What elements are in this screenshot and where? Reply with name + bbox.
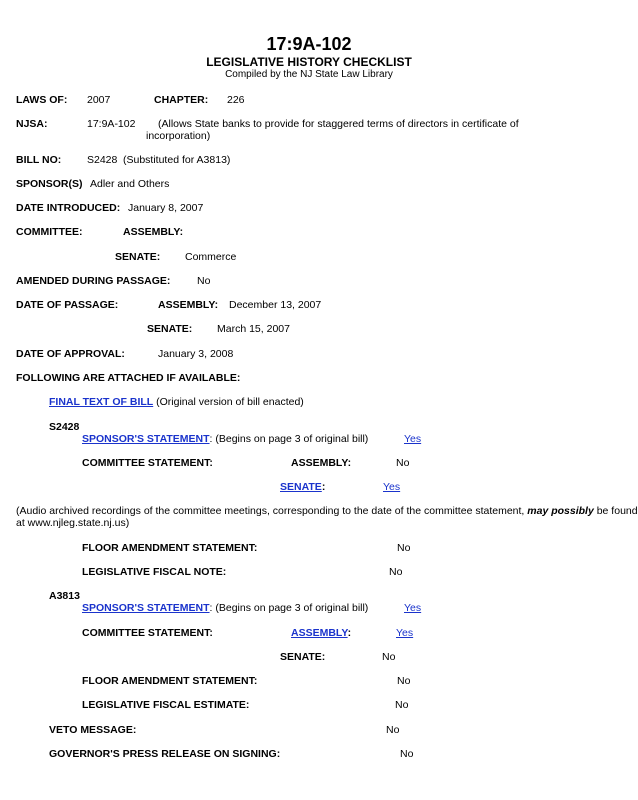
s2428-senate-link[interactable]: SENATE bbox=[280, 481, 322, 493]
a3813-sponsor-statement-row bbox=[82, 602, 368, 614]
governor-value: No bbox=[400, 748, 414, 760]
s2428-sponsor-statement-yes-link[interactable]: Yes bbox=[404, 433, 422, 445]
page-title: 17:9A-102 bbox=[266, 34, 352, 54]
chapter-label: CHAPTER: bbox=[154, 94, 209, 106]
a3813-assembly-colon: : bbox=[347, 627, 352, 639]
attached-label: FOLLOWING ARE ATTACHED IF AVAILABLE: bbox=[16, 372, 241, 384]
audio-note-emphasis: may possibly bbox=[527, 505, 594, 517]
njsa-description-line1: (Allows State banks to provide for staggered terms of directors in certificate of bbox=[158, 118, 519, 130]
a3813-sponsor-statement-yes-link[interactable]: Yes bbox=[404, 602, 422, 614]
passage-senate-label: SENATE: bbox=[147, 323, 193, 335]
audio-note-line1 bbox=[16, 505, 638, 517]
laws-of-label: LAWS OF: bbox=[16, 94, 68, 106]
a3813-label: A3813 bbox=[49, 590, 80, 602]
amended-label: AMENDED DURING PASSAGE: bbox=[16, 275, 171, 287]
a3813-committee-label: COMMITTEE STATEMENT: bbox=[82, 627, 213, 639]
final-text-note: (Original version of bill enacted) bbox=[156, 396, 304, 408]
a3813-fiscal-value: No bbox=[395, 699, 409, 711]
a3813-fiscal-label: LEGISLATIVE FISCAL ESTIMATE: bbox=[82, 699, 250, 711]
passage-senate-value: March 15, 2007 bbox=[217, 323, 290, 335]
passage-assembly-label: ASSEMBLY: bbox=[158, 299, 219, 311]
a3813-sponsor-statement-link[interactable]: SPONSOR'S STATEMENT bbox=[82, 602, 210, 614]
s2428-assembly-label: ASSEMBLY: bbox=[291, 457, 352, 469]
s2428-sponsor-statement-note: : (Begins on page 3 of original bill) bbox=[209, 433, 369, 445]
s2428-fiscal-label: LEGISLATIVE FISCAL NOTE: bbox=[82, 566, 227, 578]
s2428-senate-yes-link[interactable]: Yes bbox=[383, 481, 401, 493]
s2428-senate-colon: : bbox=[321, 481, 326, 493]
date-introduced-label: DATE INTRODUCED: bbox=[16, 202, 121, 214]
s2428-fiscal-value: No bbox=[389, 566, 403, 578]
a3813-senate-value: No bbox=[382, 651, 396, 663]
a3813-assembly-row bbox=[291, 627, 351, 639]
amended-value: No bbox=[197, 275, 211, 287]
bill-no-label: BILL NO: bbox=[16, 154, 62, 166]
audio-note-part2: be found bbox=[593, 505, 638, 517]
chapter-value: 226 bbox=[227, 94, 245, 106]
page-subtitle: LEGISLATIVE HISTORY CHECKLIST bbox=[206, 55, 412, 69]
s2428-sponsor-statement-link[interactable]: SPONSOR'S STATEMENT bbox=[82, 433, 210, 445]
committee-senate-label: SENATE: bbox=[115, 251, 161, 263]
final-text-link[interactable]: FINAL TEXT OF BILL bbox=[49, 396, 154, 408]
audio-note-part1: (Audio archived recordings of the committee meetings, corresponding to the date of the committee statement, bbox=[16, 505, 528, 517]
veto-value: No bbox=[386, 724, 400, 736]
committee-senate-value: Commerce bbox=[185, 251, 237, 263]
committee-label: COMMITTEE: bbox=[16, 226, 83, 238]
a3813-senate-label: SENATE: bbox=[280, 651, 326, 663]
passage-assembly-value: December 13, 2007 bbox=[229, 299, 322, 311]
njsa-value: 17:9A-102 bbox=[87, 118, 136, 130]
compiled-by: Compiled by the NJ State Law Library bbox=[225, 69, 393, 80]
date-of-passage-label: DATE OF PASSAGE: bbox=[16, 299, 119, 311]
laws-of-value: 2007 bbox=[87, 94, 111, 106]
audio-note-line2: at www.njleg.state.nj.us) bbox=[16, 517, 130, 529]
final-text-row bbox=[49, 396, 304, 408]
bill-no-value: S2428 bbox=[87, 154, 118, 166]
s2428-floor-value: No bbox=[397, 542, 411, 554]
date-of-approval-label: DATE OF APPROVAL: bbox=[16, 348, 125, 360]
s2428-committee-label: COMMITTEE STATEMENT: bbox=[82, 457, 213, 469]
s2428-assembly-value: No bbox=[396, 457, 410, 469]
a3813-floor-label: FLOOR AMENDMENT STATEMENT: bbox=[82, 675, 258, 687]
a3813-sponsor-statement-note: : (Begins on page 3 of original bill) bbox=[209, 602, 369, 614]
a3813-assembly-yes-link[interactable]: Yes bbox=[396, 627, 414, 639]
sponsor-value: Adler and Others bbox=[90, 178, 170, 190]
veto-label: VETO MESSAGE: bbox=[49, 724, 137, 736]
njsa-label: NJSA: bbox=[16, 118, 48, 130]
s2428-sponsor-statement-row bbox=[82, 433, 368, 445]
committee-assembly-label: ASSEMBLY: bbox=[123, 226, 184, 238]
s2428-senate-row bbox=[280, 481, 325, 493]
s2428-floor-label: FLOOR AMENDMENT STATEMENT: bbox=[82, 542, 258, 554]
governor-label: GOVERNOR'S PRESS RELEASE ON SIGNING: bbox=[49, 748, 281, 760]
bill-no-note: (Substituted for A3813) bbox=[123, 154, 231, 166]
njsa-description-line2: incorporation) bbox=[146, 130, 211, 142]
a3813-assembly-link[interactable]: ASSEMBLY bbox=[291, 627, 348, 639]
date-introduced-value: January 8, 2007 bbox=[128, 202, 204, 214]
s2428-label: S2428 bbox=[49, 421, 80, 433]
sponsor-label: SPONSOR(S) bbox=[16, 178, 83, 190]
a3813-floor-value: No bbox=[397, 675, 411, 687]
date-of-approval-value: January 3, 2008 bbox=[158, 348, 234, 360]
